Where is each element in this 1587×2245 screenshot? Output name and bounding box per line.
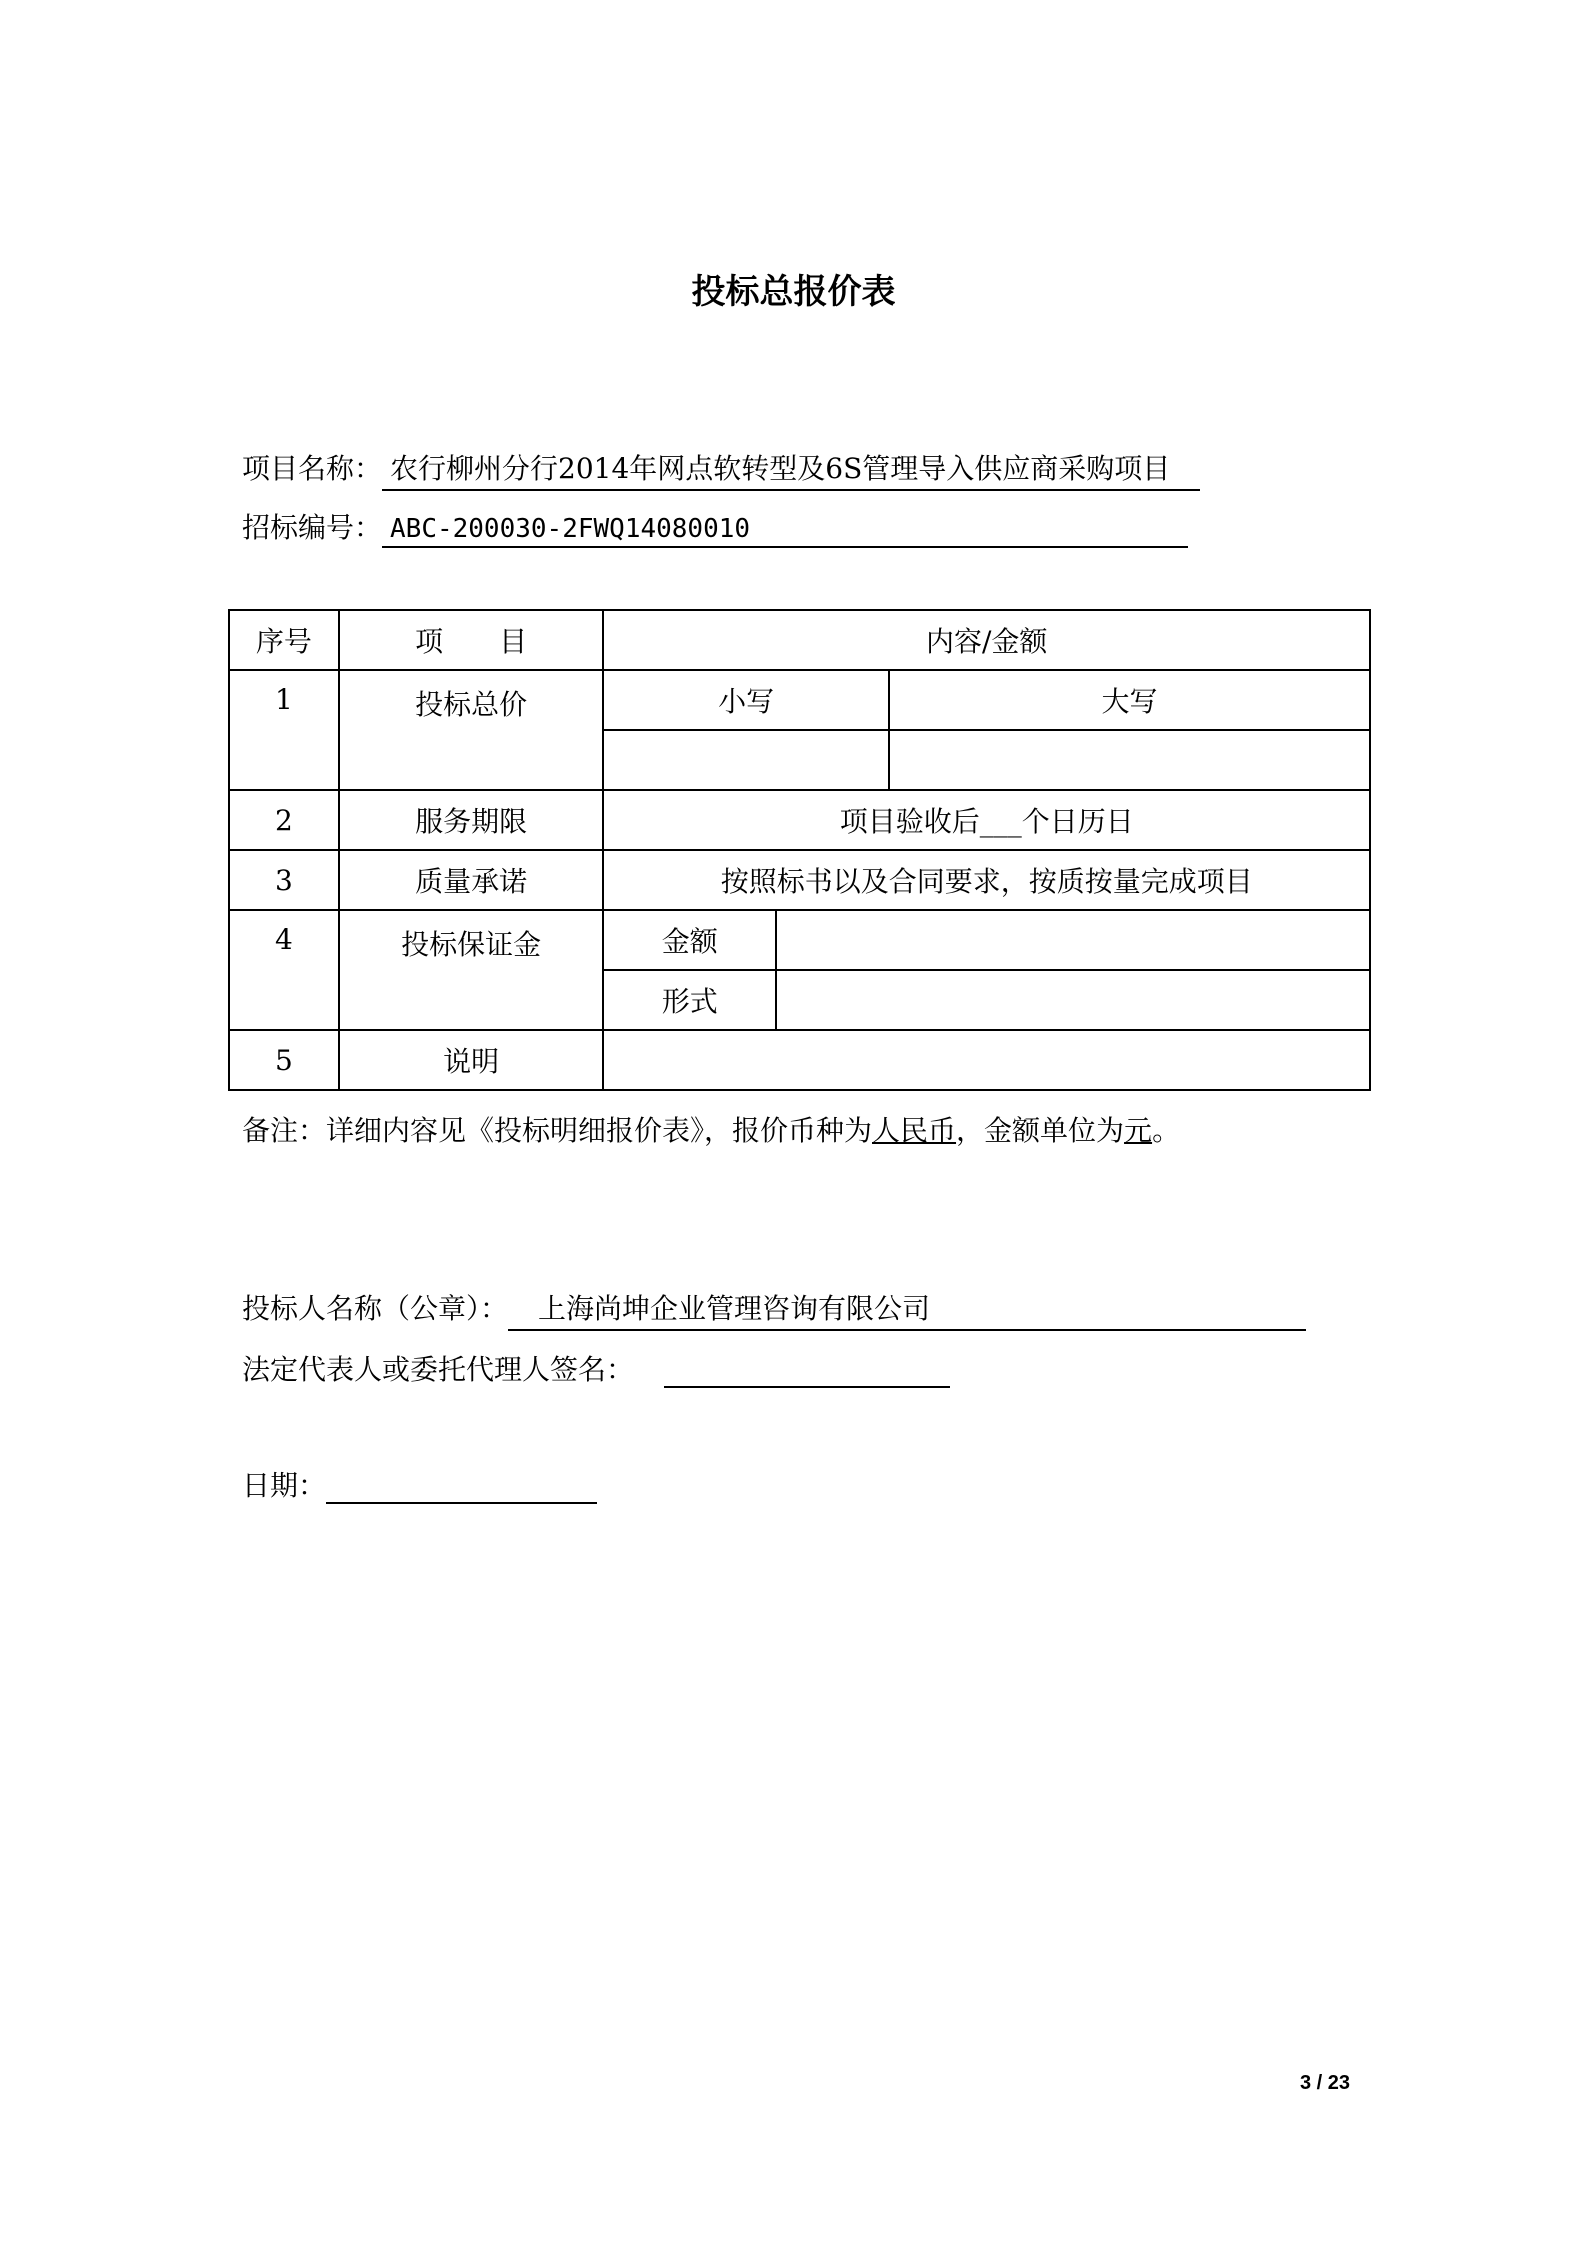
remarks-cell[interactable] [603,1030,1370,1090]
row-item: 投标保证金 [339,910,604,1030]
note-end: 。 [1152,1114,1181,1147]
row-item: 质量承诺 [339,850,604,910]
tender-no-value: ABC-200030-2FWQ14080010 [382,514,1188,548]
tender-no-label: 招标编号： [242,511,383,544]
note-line [242,1109,1180,1149]
table-header-row [229,610,1370,670]
bidder-line [242,1287,1306,1331]
note-unit: 元 [1124,1114,1153,1147]
page-title: 投标总报价表 [691,272,896,312]
signature-field[interactable] [664,1354,950,1388]
lowercase-amount-cell[interactable] [603,730,888,790]
date-line [242,1464,597,1504]
row-item: 服务期限 [339,790,604,850]
row-content: 项目验收后___个日历日 [603,790,1370,850]
table-row [229,850,1370,910]
lowercase-label: 小写 [603,670,888,730]
table-row [229,1030,1370,1090]
deposit-amount-label: 金额 [603,910,776,970]
header-item: 项 目 [339,610,604,670]
note-currency: 人民币 [872,1114,957,1147]
row-no: 1 [229,670,339,790]
page-number: 3 / 23 [1300,2072,1351,2094]
row-no: 3 [229,850,339,910]
project-name-label: 项目名称： [242,452,383,485]
row-item: 投标总价 [339,670,604,790]
header-content: 内容/金额 [603,610,1370,670]
row-content: 按照标书以及合同要求，按质按量完成项目 [603,850,1370,910]
deposit-form-cell[interactable] [776,970,1370,1030]
header-no: 序号 [229,610,339,670]
quote-table [228,609,1371,1091]
row-item: 说明 [339,1030,604,1090]
signature-line [242,1348,950,1388]
note-text: 备注：详细内容见《投标明细报价表》，报价币种为 [242,1114,873,1147]
uppercase-amount-cell[interactable] [889,730,1370,790]
table-row [229,670,1370,730]
row-no: 2 [229,790,339,850]
uppercase-label: 大写 [889,670,1370,730]
row-no: 4 [229,910,339,1030]
deposit-form-label: 形式 [603,970,776,1030]
tender-no-line [242,506,1188,548]
date-label: 日期： [242,1469,327,1502]
table-row [229,790,1370,850]
project-name-value: 农行柳州分行2014年网点软转型及6S管理导入供应商采购项目 [382,447,1200,491]
date-field[interactable] [326,1470,597,1504]
bidder-value: 上海尚坤企业管理咨询有限公司 [508,1287,1306,1331]
deposit-amount-cell[interactable] [776,910,1370,970]
bidder-label: 投标人名称（公章）： [242,1292,509,1325]
table-row [229,910,1370,970]
note-text-mid: ，金额单位为 [956,1114,1125,1147]
signature-label: 法定代表人或委托代理人签名： [242,1353,635,1386]
row-no: 5 [229,1030,339,1090]
project-name-line [242,447,1200,491]
